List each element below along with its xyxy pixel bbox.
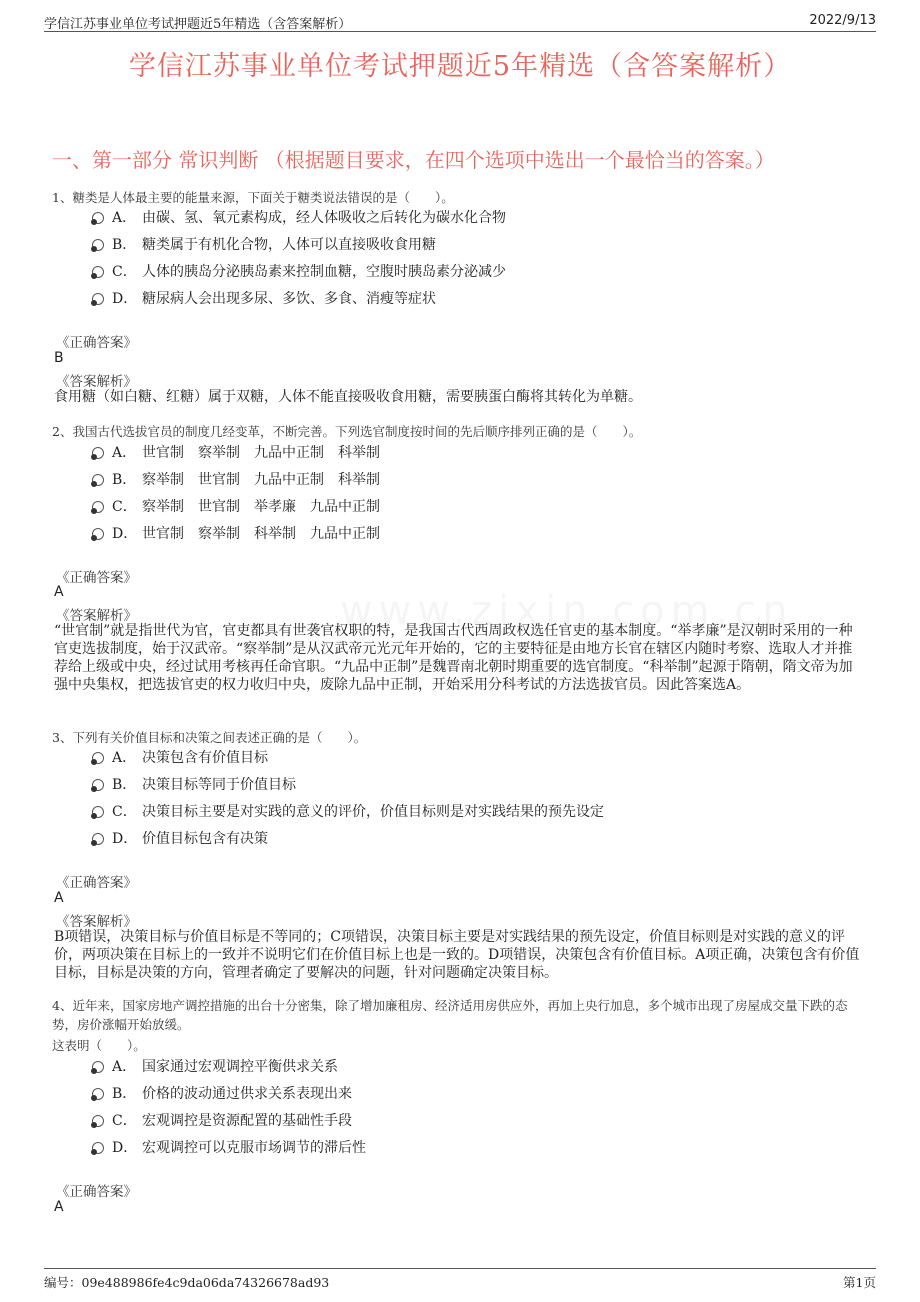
correct-answer-label: 《正确答案》 — [56, 875, 137, 891]
question-2-answer: A — [54, 584, 64, 600]
page-footer — [44, 1268, 876, 1290]
radio-icon[interactable] — [92, 1142, 104, 1154]
analysis-label: 《答案解析》 — [56, 608, 137, 624]
option-letter: C． — [112, 499, 137, 515]
question-2-option-a[interactable] — [92, 443, 380, 463]
radio-icon[interactable] — [92, 1115, 104, 1127]
option-text: 决策目标等同于价值目标 — [142, 777, 296, 793]
option-text: 价格的波动通过供求关系表现出来 — [142, 1086, 352, 1102]
question-2-option-b[interactable] — [92, 470, 380, 490]
option-letter: B． — [112, 237, 137, 253]
question-4-option-a[interactable] — [92, 1057, 338, 1077]
question-3-answer: A — [54, 890, 64, 906]
option-letter: D． — [112, 831, 138, 847]
question-2-analysis: “世官制”就是指世代为官，官吏都具有世袭官权职的特，是我国古代西周政权选任官吏的基本制度。“举孝廉”是汉朝时采用的一种官吏选拔制度，始于汉武帝。“察举制”是从汉武帝元光元年开始的，它的主要特征是由地方长官在辖区内随时考察、选取人才并推荐给上级或中央，经过试用考核再任命官职。“九品中正制”是魏晋南北朝时期重要的选官制度。“科举制”起源于隋朝，隋文帝为加强中央集权，把选拔官吏的权力收归中央，废除九品中正制，开始采用分科考试的方法选拔官员。因此答案选A。 — [54, 623, 853, 693]
option-text: 宏观调控是资源配置的基础性手段 — [142, 1113, 352, 1129]
radio-icon[interactable] — [92, 1088, 104, 1100]
question-1-option-d[interactable] — [92, 289, 436, 309]
header-doc-name: 学信江苏事业单位考试押题近5年精选（含答案解析） — [44, 17, 352, 32]
radio-icon[interactable] — [92, 501, 104, 513]
question-3-option-c[interactable] — [92, 802, 604, 822]
question-3-analysis: B项错误，决策目标与价值目标是不等同的；C项错误，决策目标主要是对实践结果的预先设定，价值目标则是对实践的意义的评价，两项决策在目标上的一致并不说明它们在价值目标上也是一致的。D项错误，决策包含有价值目标。A项正确，决策包含有价值目标，目标是决策的方向，管理者确定了要解决的问题，针对问题确定决策目标。 — [54, 929, 860, 981]
option-text: 察举制 世官制 举孝廉 九品中正制 — [142, 499, 380, 515]
question-1-stem: 1、糖类是人体最主要的能量来源，下面关于糖类说法错误的是（ ）。 — [52, 190, 454, 205]
option-text: 宏观调控可以克服市场调节的滞后性 — [142, 1140, 366, 1156]
option-text: 世官制 察举制 九品中正制 科举制 — [142, 445, 380, 461]
option-letter: A． — [112, 750, 137, 766]
radio-icon[interactable] — [92, 1061, 104, 1073]
radio-icon[interactable] — [92, 293, 104, 305]
radio-icon[interactable] — [92, 266, 104, 278]
footer-serial: 编号：09e488986fe4c9da06da74326678ad93 — [44, 1275, 330, 1290]
correct-answer-label: 《正确答案》 — [56, 1184, 137, 1200]
radio-icon[interactable] — [92, 833, 104, 845]
option-text: 国家通过宏观调控平衡供求关系 — [142, 1059, 338, 1075]
option-text: 决策目标主要是对实践的意义的评价，价值目标则是对实践结果的预先设定 — [142, 804, 604, 820]
question-3-option-a[interactable] — [92, 748, 268, 768]
option-letter: A． — [112, 210, 137, 226]
option-text: 世官制 察举制 科举制 九品中正制 — [142, 526, 380, 542]
option-letter: C． — [112, 264, 137, 280]
question-3-option-d[interactable] — [92, 829, 268, 849]
question-3-option-b[interactable] — [92, 775, 296, 795]
question-4-option-d[interactable] — [92, 1138, 366, 1158]
analysis-label: 《答案解析》 — [56, 374, 137, 390]
option-text: 决策包含有价值目标 — [142, 750, 268, 766]
option-text: 价值目标包含有决策 — [142, 831, 268, 847]
question-4-option-c[interactable] — [92, 1111, 352, 1131]
radio-icon[interactable] — [92, 212, 104, 224]
question-1-analysis: 食用糖（如白糖、红糖）属于双糖，人体不能直接吸收食用糖，需要胰蛋白酶将其转化为单糖。 — [54, 389, 642, 405]
option-letter: B． — [112, 472, 137, 488]
document-title: 学信江苏事业单位考试押题近5年精选（含答案解析） — [128, 51, 792, 82]
radio-icon[interactable] — [92, 528, 104, 540]
option-text: 糖尿病人会出现多尿、多饮、多食、消瘦等症状 — [142, 291, 436, 307]
analysis-label: 《答案解析》 — [56, 914, 137, 930]
radio-icon[interactable] — [92, 239, 104, 251]
question-2-option-d[interactable] — [92, 524, 380, 544]
option-letter: C． — [112, 804, 137, 820]
page-header — [44, 11, 876, 32]
option-letter: A． — [112, 445, 137, 461]
correct-answer-label: 《正确答案》 — [56, 335, 137, 351]
question-4-stem: 4、近年来，国家房地产调控措施的出台十分密集，除了增加廉租房、经济适用房供应外，再加上央行加息，多个城市出现了房屋成交量下跌的态势，房价涨幅开始放缓。 — [52, 998, 848, 1032]
question-1-option-a[interactable] — [92, 208, 506, 228]
question-2-stem: 2、我国古代选拔官员的制度几经变革，不断完善。下列选官制度按时间的先后顺序排列正确的是（ ）。 — [52, 424, 642, 439]
question-4-option-b[interactable] — [92, 1084, 352, 1104]
option-text: 人体的胰岛分泌胰岛素来控制血糖，空腹时胰岛素分泌减少 — [142, 264, 506, 280]
option-text: 察举制 世官制 九品中正制 科举制 — [142, 472, 380, 488]
question-1-answer: B — [54, 350, 64, 366]
question-3-stem: 3、下列有关价值目标和决策之间表述正确的是（ ）。 — [52, 730, 367, 745]
section-heading: 一、第一部分 常识判断 （根据题目要求，在四个选项中选出一个最恰当的答案。） — [52, 148, 775, 172]
option-letter: D． — [112, 526, 138, 542]
radio-icon[interactable] — [92, 474, 104, 486]
option-letter: D． — [112, 291, 138, 307]
question-4-stem-continued: 这表明（ ）。 — [52, 1038, 146, 1053]
radio-icon[interactable] — [92, 779, 104, 791]
option-letter: A． — [112, 1059, 137, 1075]
option-letter: C． — [112, 1113, 137, 1129]
option-letter: B． — [112, 1086, 137, 1102]
correct-answer-label: 《正确答案》 — [56, 570, 137, 586]
question-2-option-c[interactable] — [92, 497, 380, 517]
header-date: 2022/9/13 — [809, 13, 876, 28]
option-letter: B． — [112, 777, 137, 793]
question-1-option-b[interactable] — [92, 235, 436, 255]
option-letter: D． — [112, 1140, 138, 1156]
option-text: 糖类属于有机化合物，人体可以直接吸收食用糖 — [142, 237, 436, 253]
radio-icon[interactable] — [92, 447, 104, 459]
question-1-option-c[interactable] — [92, 262, 506, 282]
option-text: 由碳、氢、氧元素构成，经人体吸收之后转化为碳水化合物 — [142, 210, 506, 226]
radio-icon[interactable] — [92, 806, 104, 818]
question-4-answer: A — [54, 1199, 64, 1215]
page-number: 第1页 — [843, 1275, 876, 1290]
radio-icon[interactable] — [92, 752, 104, 764]
